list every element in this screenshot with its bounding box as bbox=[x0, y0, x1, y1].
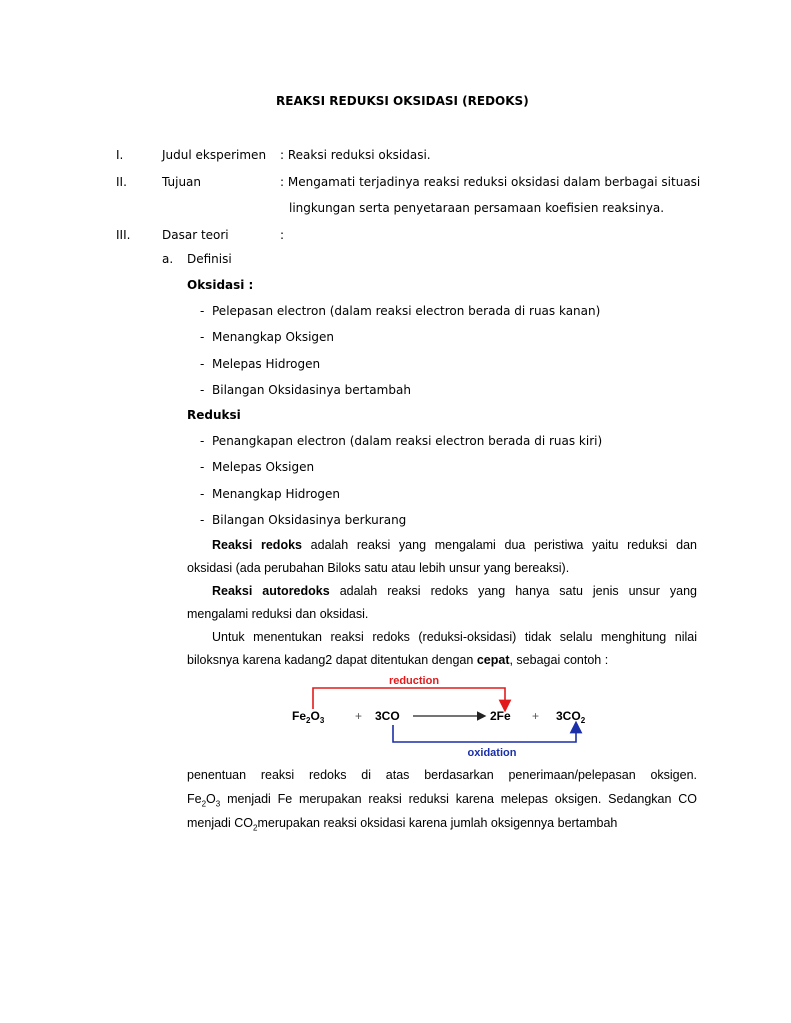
bullet-dash: - bbox=[200, 513, 205, 527]
section-2-number: II. bbox=[116, 175, 127, 189]
page-title: REAKSI REDUKSI OKSIDASI (REDOKS) bbox=[276, 94, 529, 108]
paragraph-redoks-line2: oksidasi (ada perubahan Biloks satu atau lebih unsur yang bereaksi). bbox=[187, 561, 570, 575]
paragraph-determine-line2 bbox=[187, 649, 697, 672]
reduksi-item: Melepas Oksigen bbox=[212, 460, 315, 474]
term-reaksi-redoks: Reaksi redoks bbox=[212, 538, 302, 552]
redox-diagram bbox=[280, 672, 610, 764]
oksidasi-item: Pelepasan electron (dalam reaksi electron berada di ruas kanan) bbox=[212, 304, 601, 318]
paragraph-explanation-line3 bbox=[187, 812, 697, 840]
section-3-number: III. bbox=[116, 228, 131, 242]
section-1-number: I. bbox=[116, 148, 124, 162]
oksidasi-heading: Oksidasi : bbox=[187, 278, 254, 292]
diagram-sub: 2 bbox=[580, 716, 586, 725]
text-span: Fe bbox=[187, 792, 202, 806]
subsection-letter: a. bbox=[162, 252, 174, 266]
plus-sign: + bbox=[355, 709, 363, 723]
paragraph-explanation-line1: penentuan reaksi redoks di atas berdasarkan penerimaan/pelepasan oksigen. bbox=[187, 768, 697, 782]
text-span: menjadi CO bbox=[187, 816, 253, 830]
section-1-value: : Reaksi reduksi oksidasi. bbox=[280, 148, 431, 162]
paragraph-determine-line1: Untuk menentukan reaksi redoks (reduksi-oksidasi) tidak selalu menghitung nilai bbox=[212, 630, 697, 644]
text-span: menjadi Fe merupakan reaksi reduksi karena melepas oksigen. Sedangkan CO bbox=[227, 792, 697, 806]
text-span: adalah reaksi yang mengalami dua peristiwa yaitu reduksi dan bbox=[310, 538, 697, 552]
oxidation-arrow bbox=[393, 725, 576, 742]
oksidasi-item: Bilangan Oksidasinya bertambah bbox=[212, 383, 411, 397]
diagram-sub: 3 bbox=[319, 716, 325, 725]
reduksi-item: Penangkapan electron (dalam reaksi electron berada di ruas kiri) bbox=[212, 434, 603, 448]
section-1-label: Judul eksperimen bbox=[162, 148, 267, 162]
product-3co2 bbox=[556, 709, 586, 725]
section-2-label: Tujuan bbox=[162, 175, 202, 189]
diagram-sub: 2 bbox=[306, 716, 311, 725]
text-span: merupakan reaksi oksidasi karena jumlah oksigennya bertambah bbox=[257, 816, 618, 830]
reduksi-heading: Reduksi bbox=[187, 408, 241, 422]
bold-text: cepat bbox=[476, 653, 510, 667]
term-reaksi-autoredoks: Reaksi autoredoks bbox=[212, 584, 330, 598]
oxidation-label: oxidation bbox=[467, 747, 517, 759]
product-2fe: 2Fe bbox=[490, 709, 511, 723]
paragraph-redoks-line1 bbox=[187, 534, 697, 557]
subsection-label: Definisi bbox=[187, 252, 232, 266]
reactant-3co: 3CO bbox=[375, 709, 400, 723]
section-3-value: : bbox=[280, 228, 285, 242]
text-span: adalah reaksi redoks yang hanya satu jenis unsur yang bbox=[339, 584, 697, 598]
subscript: 3 bbox=[215, 799, 221, 809]
reduction-arrow bbox=[313, 688, 505, 709]
oksidasi-item: Menangkap Oksigen bbox=[212, 330, 335, 344]
diagram-text: Fe bbox=[292, 709, 307, 723]
diagram-text: O bbox=[310, 709, 320, 723]
section-2-continuation: lingkungan serta penyetaraan persamaan koefisien reaksinya. bbox=[289, 201, 665, 215]
bullet-dash: - bbox=[200, 357, 205, 371]
reduksi-item: Menangkap Hidrogen bbox=[212, 487, 341, 501]
reactant-fe2o3 bbox=[292, 709, 325, 725]
bullet-dash: - bbox=[200, 383, 205, 397]
bullet-dash: - bbox=[200, 487, 205, 501]
paragraph-autoredoks-line1 bbox=[187, 580, 697, 603]
text-span: , sebagai contoh : bbox=[509, 653, 609, 667]
diagram-text: 3CO bbox=[556, 709, 581, 723]
reduksi-item: Bilangan Oksidasinya berkurang bbox=[212, 513, 407, 527]
oksidasi-item: Melepas Hidrogen bbox=[212, 357, 321, 371]
text-span: O bbox=[206, 792, 216, 806]
subscript: 2 bbox=[253, 823, 258, 833]
bullet-dash: - bbox=[200, 434, 205, 448]
paragraph-autoredoks-line2: mengalami reduksi dan oksidasi. bbox=[187, 607, 369, 621]
reduction-label: reduction bbox=[388, 675, 440, 687]
text-span: biloksnya karena kadang2 dapat ditentukan dengan bbox=[187, 653, 474, 667]
bullet-dash: - bbox=[200, 304, 205, 318]
bullet-dash: - bbox=[200, 460, 205, 474]
plus-sign: + bbox=[532, 709, 540, 723]
section-2-value: : Mengamati terjadinya reaksi reduksi oksidasi dalam berbagai situasi bbox=[280, 175, 701, 189]
bullet-dash: - bbox=[200, 330, 205, 344]
section-3-label: Dasar teori bbox=[162, 228, 229, 242]
subscript: 2 bbox=[201, 799, 207, 809]
